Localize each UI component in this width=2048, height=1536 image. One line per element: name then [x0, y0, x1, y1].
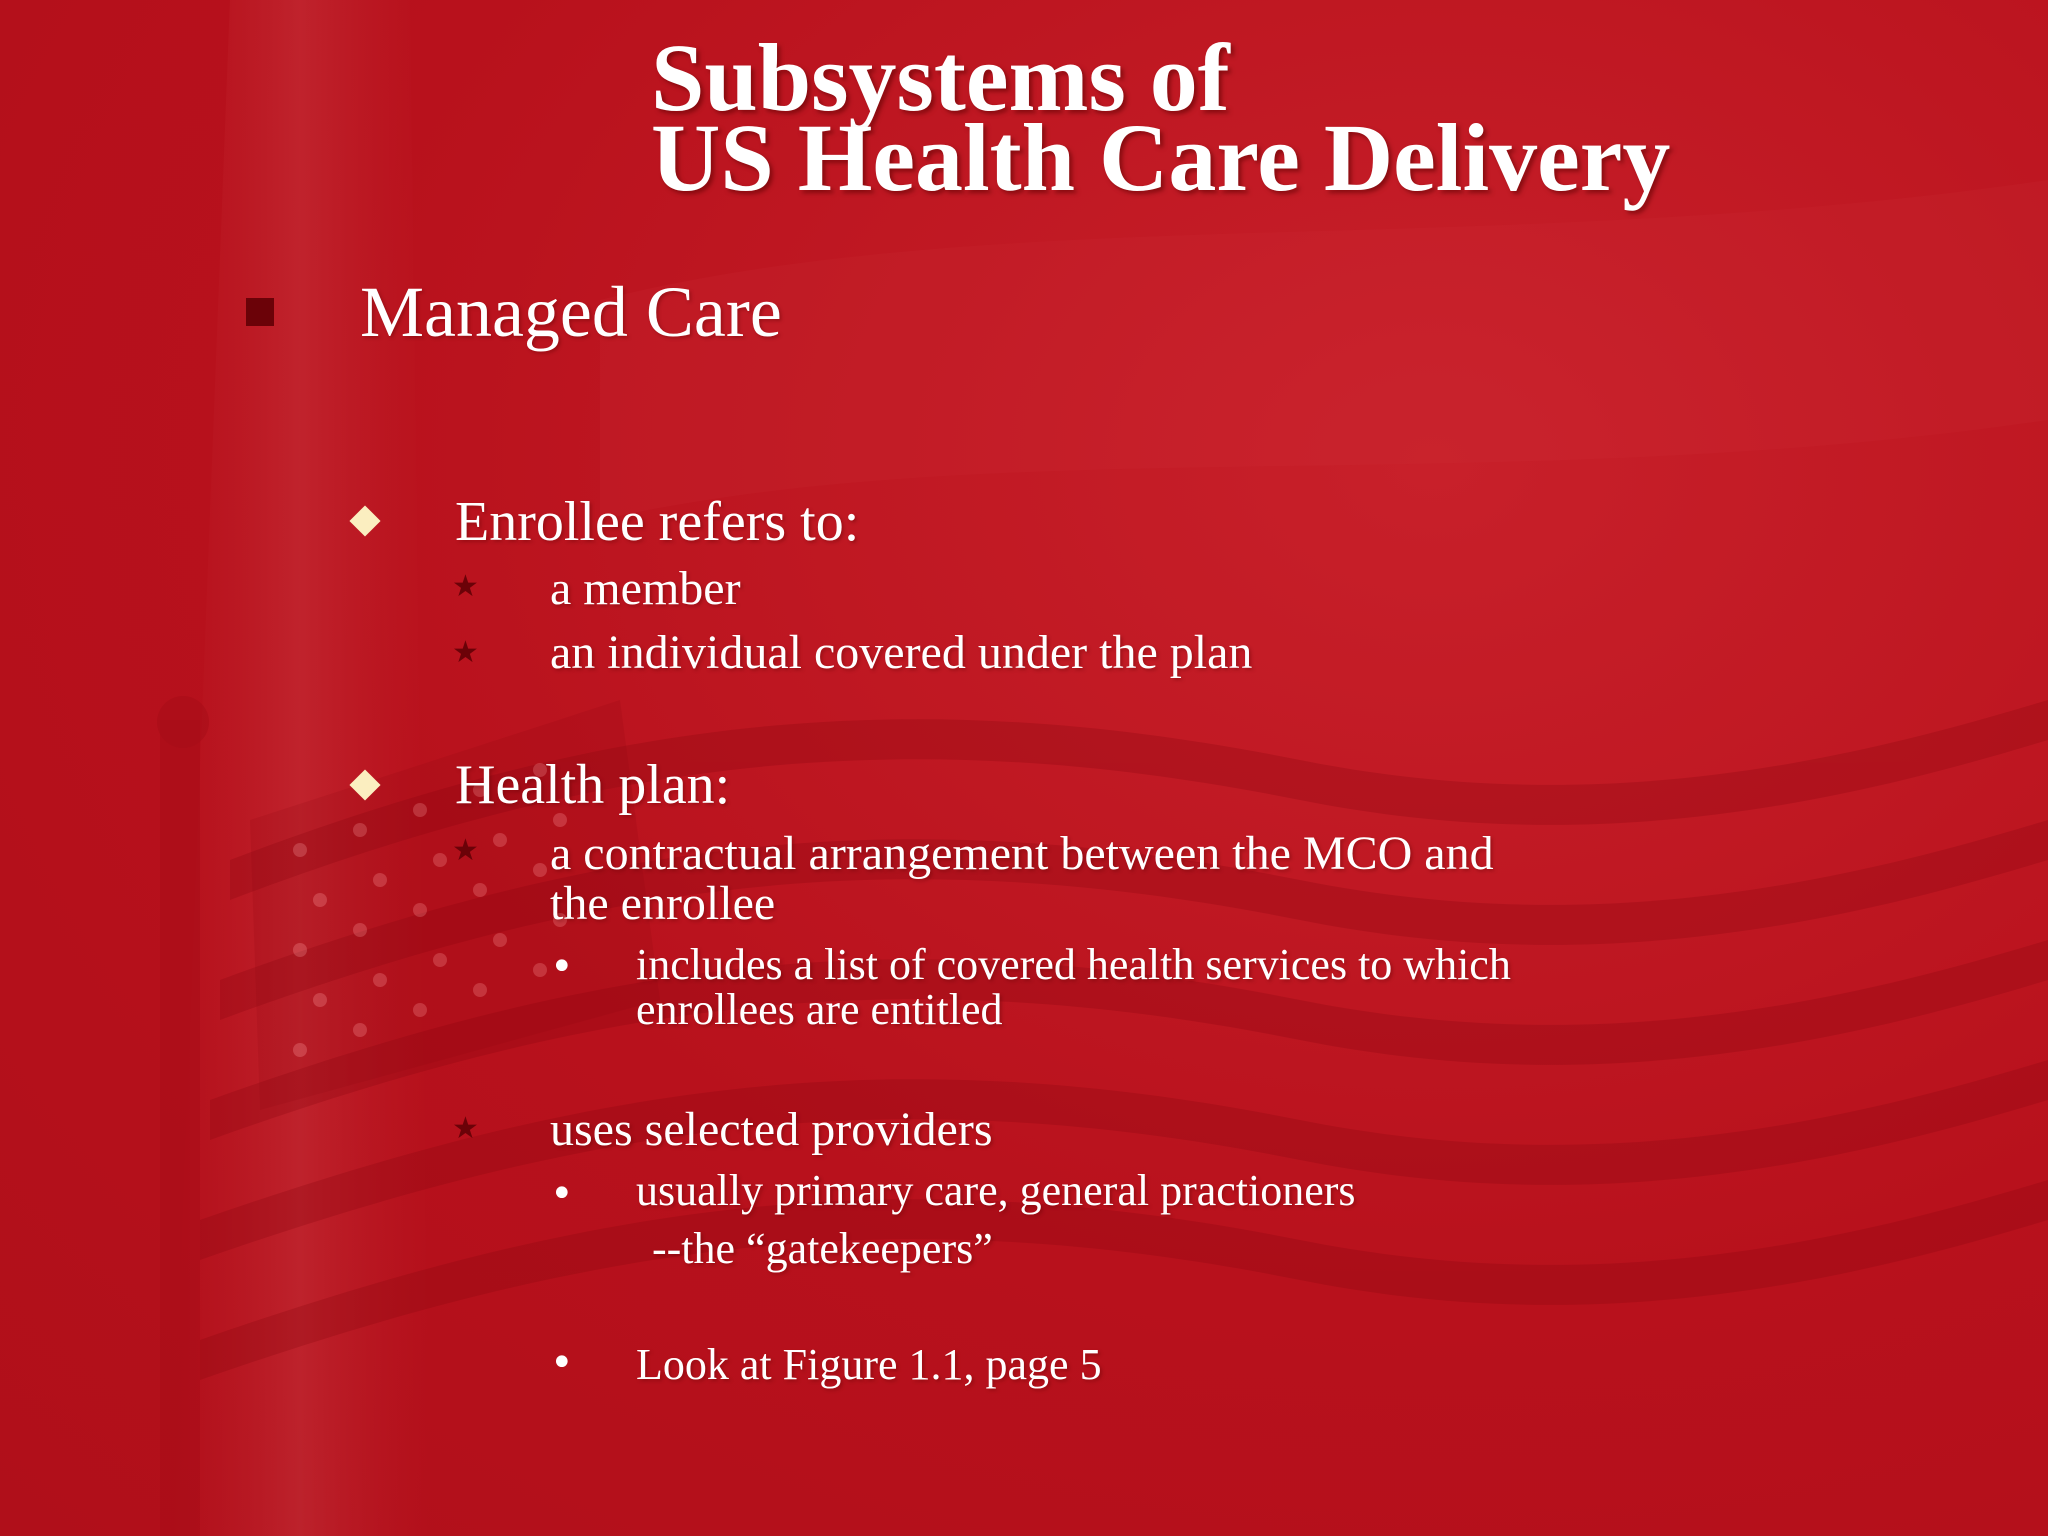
dot-bullet-icon: •	[550, 944, 574, 990]
list-item-continuation: the enrollee	[550, 877, 776, 930]
square-bullet-icon	[246, 298, 274, 326]
health-plan-label: Health plan:	[455, 754, 731, 816]
dot-bullet-icon: •	[550, 1171, 574, 1217]
sub-list-item-continuation: --the “gatekeepers”	[652, 1224, 993, 1273]
sub-list-item-continuation: enrollees are entitled	[636, 985, 1003, 1034]
heading-managed-care: Managed Care	[360, 272, 782, 352]
star-bullet-icon: ★	[452, 635, 479, 670]
list-item: uses selected providers	[550, 1103, 993, 1156]
sub-list-item: usually primary care, general practioners	[636, 1166, 1356, 1215]
sub-list-item: Look at Figure 1.1, page 5	[636, 1340, 1102, 1389]
list-item: a contractual arrangement between the MCO and	[550, 827, 1494, 880]
star-bullet-icon: ★	[452, 1111, 479, 1146]
title-line-1: Subsystems of	[651, 24, 1230, 131]
star-bullet-icon: ★	[452, 569, 479, 604]
dot-bullet-icon: •	[550, 1340, 574, 1386]
list-item: a member	[550, 562, 741, 615]
slide-title	[651, 24, 1671, 211]
sub-list-item: includes a list of covered health services to which	[636, 940, 1511, 989]
flag-pole	[160, 720, 200, 1536]
star-bullet-icon: ★	[452, 833, 479, 868]
list-item: an individual covered under the plan	[550, 626, 1253, 679]
title-line-2: US Health Care Delivery	[651, 104, 1671, 211]
enrollee-label: Enrollee refers to:	[455, 491, 860, 553]
